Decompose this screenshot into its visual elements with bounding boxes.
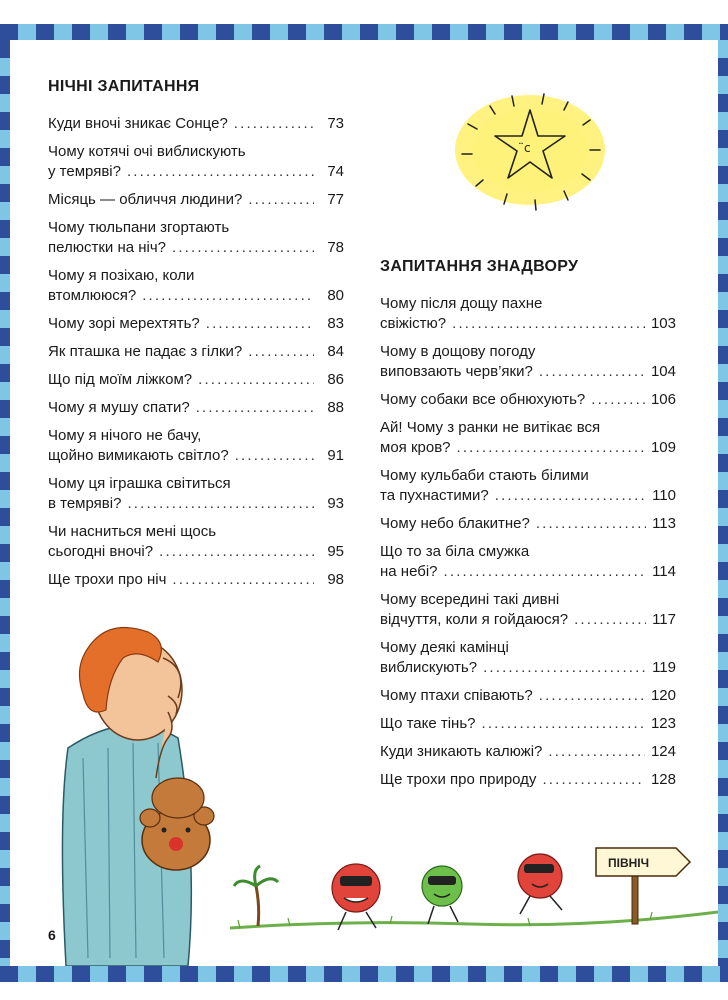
toc-dot-leader: [495, 486, 646, 506]
night-section-title: НІЧНІ ЗАПИТАННЯ: [48, 78, 200, 95]
toc-dot-leader: [198, 370, 314, 390]
toc-dot-leader: [248, 190, 314, 210]
red-apple-right-icon: [518, 854, 562, 914]
toc-entry-title: свіжістю?: [380, 315, 447, 332]
toc-dot-leader: [483, 658, 646, 678]
toc-entry-title: Чому собаки все обнюхують?: [380, 391, 586, 408]
toc-entry-title-line1: Чому ця іграшка світиться: [48, 475, 231, 492]
toc-entry-title: Ще трохи про ніч: [48, 571, 167, 588]
toc-entry: [48, 314, 344, 334]
toc-entry: [380, 466, 676, 506]
toc-page-number: 83: [327, 315, 344, 332]
toc-entry-title-line1: Чому котячі очі виблискують: [48, 143, 246, 160]
toc-entry: [380, 342, 676, 382]
toc-page-number: 128: [650, 771, 676, 788]
toc-entry-title: пелюстки на ніч?: [48, 239, 167, 256]
toc-entry-title-line1: Чому я позіхаю, коли: [48, 267, 195, 284]
toc-page-number: 110: [652, 487, 676, 504]
night-toc-list: [48, 114, 344, 598]
toc-entry-title: Що таке тінь?: [380, 715, 476, 732]
toc-entry-title-line1: Чому деякі камінці: [380, 639, 509, 656]
toc-entry: [48, 190, 344, 210]
toc-entry: [48, 266, 344, 306]
decorative-border-top: [0, 24, 728, 40]
toc-entry: [48, 426, 344, 466]
toc-entry: [48, 370, 344, 390]
sun-illustration: [440, 88, 620, 220]
outdoor-section-title: ЗАПИТАННЯ ЗНАДВОРУ: [380, 258, 579, 275]
toc-page-number: 106: [650, 391, 676, 408]
toc-page-number: 104: [650, 363, 676, 380]
boy-with-teddy-illustration: [28, 618, 228, 966]
top-margin: [0, 0, 728, 24]
toc-dot-leader: [234, 114, 314, 134]
toc-entry: [48, 114, 344, 134]
toc-entry-title: Чому зорі мерехтять?: [48, 315, 200, 332]
toc-page-number: 117: [652, 611, 676, 628]
toc-entry: [380, 542, 676, 582]
toc-page-number: 114: [652, 563, 676, 580]
toc-entry-title: Куди вночі зникає Сонце?: [48, 115, 228, 132]
toc-entry-title: на небі?: [380, 563, 438, 580]
toc-dot-leader: [574, 610, 646, 630]
toc-page-number: 93: [327, 495, 344, 512]
toc-entry-title-line1: Ай! Чому з ранки не витікає вся: [380, 419, 601, 436]
toc-entry-title: виблискують?: [380, 659, 478, 676]
red-apple-left-icon: [332, 864, 380, 930]
toc-dot-leader: [196, 398, 314, 418]
toc-entry-title: Чому я мушу спати?: [48, 399, 190, 416]
toc-page-number: 91: [327, 447, 344, 464]
toc-dot-leader: [127, 494, 314, 514]
toc-dot-leader: [206, 314, 314, 334]
toc-entry: [48, 474, 344, 514]
toc-dot-leader: [248, 342, 314, 362]
toc-entry: [48, 570, 344, 590]
signpost-label: ПІВНІЧ: [608, 856, 650, 870]
toc-page-number: 103: [650, 315, 676, 332]
toc-entry-title: моя кров?: [380, 439, 451, 456]
toc-entry-title-line1: Що то за біла смужка: [380, 543, 530, 560]
toc-entry: [48, 398, 344, 418]
toc-entry-title: та пухнастими?: [380, 487, 489, 504]
toc-entry: [380, 686, 676, 706]
toc-entry: [380, 390, 676, 410]
toc-entry-title: Як пташка не падає з гілки?: [48, 343, 243, 360]
toc-page-number: 98: [327, 571, 344, 588]
palm-tree-icon: [234, 866, 278, 926]
toc-entry-title: Чому небо блакитне?: [380, 515, 530, 532]
decorative-border-right: [718, 40, 728, 966]
toc-entry-title-line1: Чому я нічого не бачу,: [48, 427, 202, 444]
toc-entry-title: у темряві?: [48, 163, 121, 180]
toc-entry-title: Ще трохи про природу: [380, 771, 537, 788]
toc-entry-title-line1: Чи насниться мені щось: [48, 523, 217, 540]
toc-entry: [48, 342, 344, 362]
toc-page-number: 78: [327, 239, 344, 256]
toc-page-number: 123: [650, 715, 676, 732]
page-number: 6: [48, 927, 56, 943]
toc-entry-title-line1: Чому кульбаби стають білими: [380, 467, 589, 484]
bottom-margin: [0, 982, 728, 1000]
toc-page-number: 120: [650, 687, 676, 704]
toc-entry: [380, 742, 676, 762]
toc-entry-title: щойно вимикають світло?: [48, 447, 229, 464]
toc-entry-title-line1: Чому тюльпани згортають: [48, 219, 230, 236]
toc-dot-leader: [542, 770, 645, 790]
toc-dot-leader: [539, 362, 645, 382]
toc-dot-leader: [591, 390, 645, 410]
toc-entry: [380, 714, 676, 734]
toc-page-number: 86: [327, 371, 344, 388]
toc-page-number: 109: [650, 439, 676, 456]
toc-entry: [380, 418, 676, 458]
toc-page-number: 124: [650, 743, 676, 760]
toc-entry: [380, 590, 676, 630]
toc-entry-title: Місяць — обличчя людини?: [48, 191, 243, 208]
toc-entry: [48, 218, 344, 258]
toc-entry-title: виповзають черв’яки?: [380, 363, 533, 380]
toc-dot-leader: [539, 686, 645, 706]
toc-entry-title-line1: Чому всередині такі дивні: [380, 591, 560, 608]
toc-page-number: 119: [652, 659, 676, 676]
toc-dot-leader: [172, 570, 314, 590]
toc-page-number: 113: [652, 515, 676, 532]
toc-dot-leader: [452, 314, 645, 334]
toc-entry-title-line1: Чому в дощову погоду: [380, 343, 536, 360]
toc-dot-leader: [548, 742, 645, 762]
toc-entry-title: Що під моїм ліжком?: [48, 371, 193, 388]
svg-text:̈с: ̈с: [524, 141, 531, 155]
toc-page-number: 84: [327, 343, 344, 360]
toc-page-number: 74: [327, 163, 344, 180]
toc-entry: [380, 294, 676, 334]
toc-page-number: 88: [327, 399, 344, 416]
toc-entry: [48, 522, 344, 562]
apples-and-signpost-illustration: [230, 836, 720, 956]
toc-dot-leader: [457, 438, 645, 458]
toc-dot-leader: [127, 162, 314, 182]
toc-entry-title: Куди зникають калюжі?: [380, 743, 543, 760]
toc-entry: [380, 770, 676, 790]
signpost-icon: [596, 848, 690, 924]
toc-entry-title: в темряві?: [48, 495, 122, 512]
toc-entry: [48, 142, 344, 182]
green-apple-icon: [422, 866, 462, 924]
toc-entry-title-line1: Чому після дощу пахне: [380, 295, 543, 312]
toc-dot-leader: [444, 562, 646, 582]
toc-entry: [380, 638, 676, 678]
toc-entry-title: Чому птахи співають?: [380, 687, 533, 704]
toc-dot-leader: [235, 446, 314, 466]
decorative-border-left: [0, 40, 10, 966]
decorative-border-bottom: [0, 966, 728, 982]
toc-page-number: 77: [327, 191, 344, 208]
toc-entry-title: сьогодні вночі?: [48, 543, 154, 560]
toc-page-number: 73: [327, 115, 344, 132]
outdoor-toc-list: [380, 294, 676, 798]
toc-dot-leader: [482, 714, 645, 734]
toc-page-number: 80: [327, 287, 344, 304]
toc-dot-leader: [172, 238, 314, 258]
toc-dot-leader: [142, 286, 314, 306]
toc-dot-leader: [536, 514, 646, 534]
toc-entry-title: відчуття, коли я гойдаюся?: [380, 611, 569, 628]
toc-entry: [380, 514, 676, 534]
toc-dot-leader: [159, 542, 314, 562]
toc-page-number: 95: [327, 543, 344, 560]
toc-entry-title: втомлююся?: [48, 287, 137, 304]
